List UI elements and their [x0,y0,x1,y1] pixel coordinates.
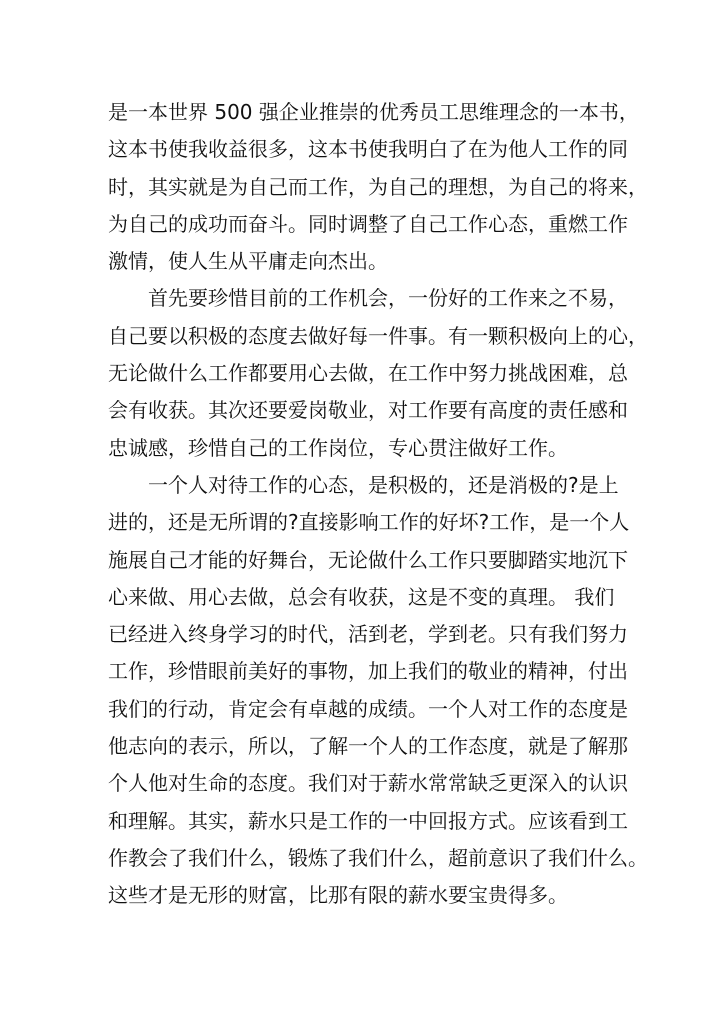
text-line: 为自己的成功而奋斗。同时调整了自己工作心态，重燃工作 [108,211,628,236]
text-line: 施展自己才能的好舞台，无论做什么工作只要脚踏实地沉下 [108,547,628,572]
text-line: 心来做、用心去做，总会有收获，这是不变的真理。 我们 [108,584,615,609]
paragraph [108,94,648,280]
paragraph [108,280,648,466]
text-line: 忠诚感，珍惜自己的工作岗位，专心贯注做好工作。 [108,435,568,460]
text-line: 进的，还是无所谓的?直接影响工作的好坏?工作，是一个人 [108,510,630,535]
text-line: 我们的行动，肯定会有卓越的成绩。一个人对工作的态度是 [108,696,628,721]
text-line: 他志向的表示，所以，了解一个人的工作态度，就是了解那 [108,734,628,759]
text-line: 个人他对生命的态度。我们对于薪水常常缺乏更深入的认识 [108,771,628,796]
text-line: 一个人对待工作的心态，是积极的，还是消极的?是上 [148,472,619,497]
paragraph [108,467,648,915]
text-line: 首先要珍惜目前的工作机会，一份好的工作来之不易， [148,286,628,311]
text-line: 时，其实就是为自己而工作，为自己的理想，为自己的将来， [108,174,648,199]
text-line: 自己要以积极的态度去做好每一件事。有一颗积极向上的心， [108,323,648,348]
text-line: 作教会了我们什么，锻炼了我们什么，超前意识了我们什么。 [108,845,648,870]
text-line: 无论做什么工作都要用心去做，在工作中努力挑战困难，总 [108,361,628,386]
body-text [108,94,648,915]
text-line: 和理解。其实，薪水只是工作的一中回报方式。应该看到工 [108,808,628,833]
text-line: 激情，使人生从平庸走向杰出。 [108,249,388,274]
text-line: 是一本世界 500 强企业推崇的优秀员工思维理念的一本书， [108,100,639,124]
text-line: 这些才是无形的财富，比那有限的薪水要宝贵得多。 [108,883,568,908]
text-line: 已经进入终身学习的时代，活到老，学到老。只有我们努力 [108,622,628,647]
text-line: 这本书使我收益很多，这本书使我明白了在为他人工作的同 [108,137,628,162]
text-line: 工作，珍惜眼前美好的事物，加上我们的敬业的精神，付出 [108,659,628,684]
text-line: 会有收获。其次还要爱岗敬业，对工作要有高度的责任感和 [108,398,628,423]
